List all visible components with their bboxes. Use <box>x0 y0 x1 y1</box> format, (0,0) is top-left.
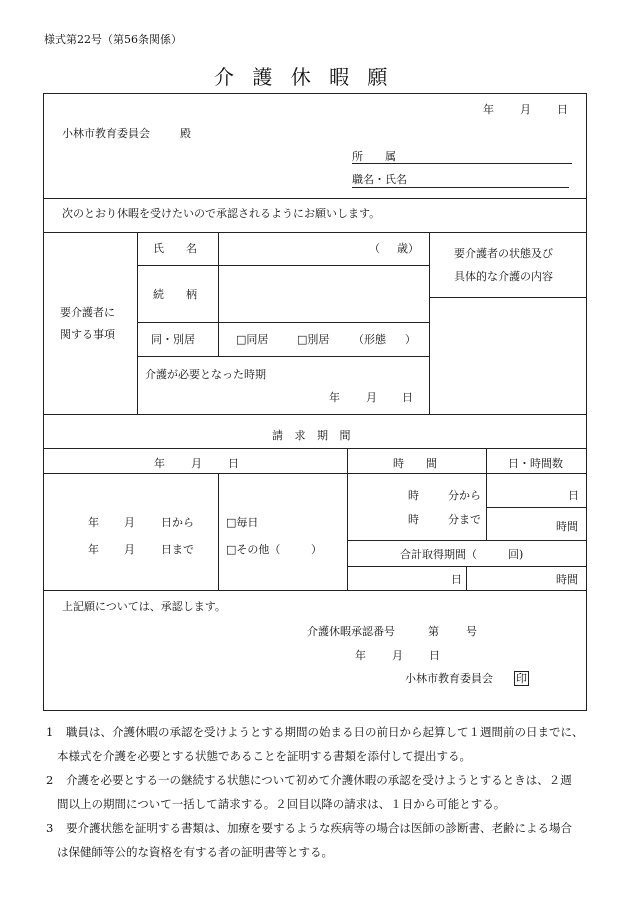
total-hour-unit: 時間 <box>556 573 578 586</box>
date-month: 月 <box>520 103 531 116</box>
form-label: （形態 <box>353 333 386 346</box>
col-days-hours: 日・時間数 <box>508 457 563 470</box>
state-label: 要介護者の状態及び <box>454 247 553 260</box>
divider <box>43 414 586 415</box>
care-need-day: 日 <box>402 391 413 404</box>
care-need-period-label: 介護が必要となった時期 <box>145 368 266 381</box>
time-to-hour: 時 <box>408 513 419 526</box>
note-number: 2 <box>46 773 54 787</box>
col-time: 時 間 <box>393 457 437 470</box>
divider <box>137 322 429 323</box>
approval-day: 日 <box>429 649 440 662</box>
divider <box>43 198 586 199</box>
divider <box>218 473 219 590</box>
option-other-close: ） <box>311 543 322 556</box>
divider <box>43 590 586 591</box>
page-title: 介 護 休 暇 願 <box>214 65 394 89</box>
divider <box>43 473 586 474</box>
recipient-name-label: 氏 名 <box>153 242 197 255</box>
divider <box>486 448 487 540</box>
note-number: 1 <box>46 725 54 739</box>
affiliation-label: 所 属 <box>352 150 396 163</box>
note-text: 間以上の期間について一括して請求する。２回目以降の請求は、１日から可能とする。 <box>57 797 506 811</box>
note-text: 本様式を介護を必要とする状態であることを証明する書類を添付して提出する。 <box>57 749 471 763</box>
note-number: 3 <box>46 821 54 835</box>
relation-field[interactable] <box>219 266 428 321</box>
col-date-year: 年 <box>154 457 165 470</box>
approval-sentence: 上記願については、承認します。 <box>62 600 226 613</box>
request-sentence: 次のとおり休暇を受けたいので承認されるようにお願いします。 <box>62 207 381 220</box>
addressee-honorific: 殿 <box>180 127 191 140</box>
col-date-day: 日 <box>228 457 239 470</box>
date-day: 日 <box>557 103 568 116</box>
date-year: 年 <box>483 103 494 116</box>
relation-label: 続 柄 <box>153 288 197 301</box>
to-year: 年 <box>88 543 99 556</box>
care-state-field[interactable] <box>430 298 585 413</box>
care-need-year: 年 <box>329 391 340 404</box>
note-text: 要介護状態を証明する書類は、加療を要するような疾病等の場合は医師の診断書、老齢による場合 <box>66 821 572 835</box>
claim-heading: 請 求 期 間 <box>272 429 355 442</box>
approval-number-dai: 第 <box>428 625 439 638</box>
care-need-month: 月 <box>366 391 377 404</box>
total-label: 合計取得期間（ <box>400 548 477 561</box>
section-label: 要介護者に <box>60 306 115 319</box>
divider <box>137 356 429 357</box>
from-month: 月 <box>124 516 135 529</box>
total-times: 回) <box>508 548 524 561</box>
state-label: 具体的な介護の内容 <box>454 270 553 283</box>
note-text: 介護を必要とする一の継続する状態について初めて介護休暇の承認を受けようとするときは、２週 <box>66 773 572 787</box>
days-unit: 日 <box>568 489 579 502</box>
form-close: ） <box>405 333 416 346</box>
col-date-month: 月 <box>191 457 202 470</box>
option-daily[interactable]: □毎日 <box>226 516 259 529</box>
affiliation-field[interactable] <box>352 163 572 164</box>
divider <box>486 507 586 508</box>
note-text: 職員は、介護休暇の承認を受けようとする期間の始まる日の前日から起算して１週間前の日までに、 <box>66 725 584 739</box>
name-label: 職名・氏名 <box>352 173 407 186</box>
approval-issuer: 小林市教育委員会 <box>405 672 493 685</box>
approval-month: 月 <box>392 649 403 662</box>
approval-year: 年 <box>355 649 366 662</box>
from-year: 年 <box>88 516 99 529</box>
age-close: 歳） <box>397 242 419 255</box>
section-label: 関する事項 <box>60 328 115 341</box>
option-separate-household[interactable]: □別居 <box>297 333 330 346</box>
time-from-hour: 時 <box>408 489 419 502</box>
divider <box>347 448 348 590</box>
divider <box>347 540 586 541</box>
option-same-household[interactable]: □同居 <box>236 333 269 346</box>
total-day-unit: 日 <box>451 573 462 586</box>
hours-unit: 時間 <box>556 520 578 533</box>
time-from-min: 分から <box>448 489 481 502</box>
addressee: 小林市教育委員会 <box>62 127 150 140</box>
age-open: （ <box>369 242 380 255</box>
form-code: 様式第22号（第56条関係） <box>44 33 182 46</box>
approval-number-go: 号 <box>466 625 477 638</box>
seal-mark: 印 <box>516 672 527 685</box>
to-month: 月 <box>124 543 135 556</box>
divider <box>137 232 138 414</box>
divider <box>466 566 467 590</box>
divider <box>43 448 586 449</box>
note-text: は保健師等公的な資格を有する者の証明書等とする。 <box>57 845 333 859</box>
residence-label: 同・別居 <box>151 333 195 346</box>
to-suffix: 日まで <box>161 543 194 556</box>
time-to-min: 分まで <box>448 513 481 526</box>
option-other[interactable]: □その他（ <box>226 543 281 556</box>
approval-number-label: 介護休暇承認番号 <box>307 625 395 638</box>
name-field[interactable] <box>352 187 569 188</box>
from-suffix: 日から <box>161 516 194 529</box>
